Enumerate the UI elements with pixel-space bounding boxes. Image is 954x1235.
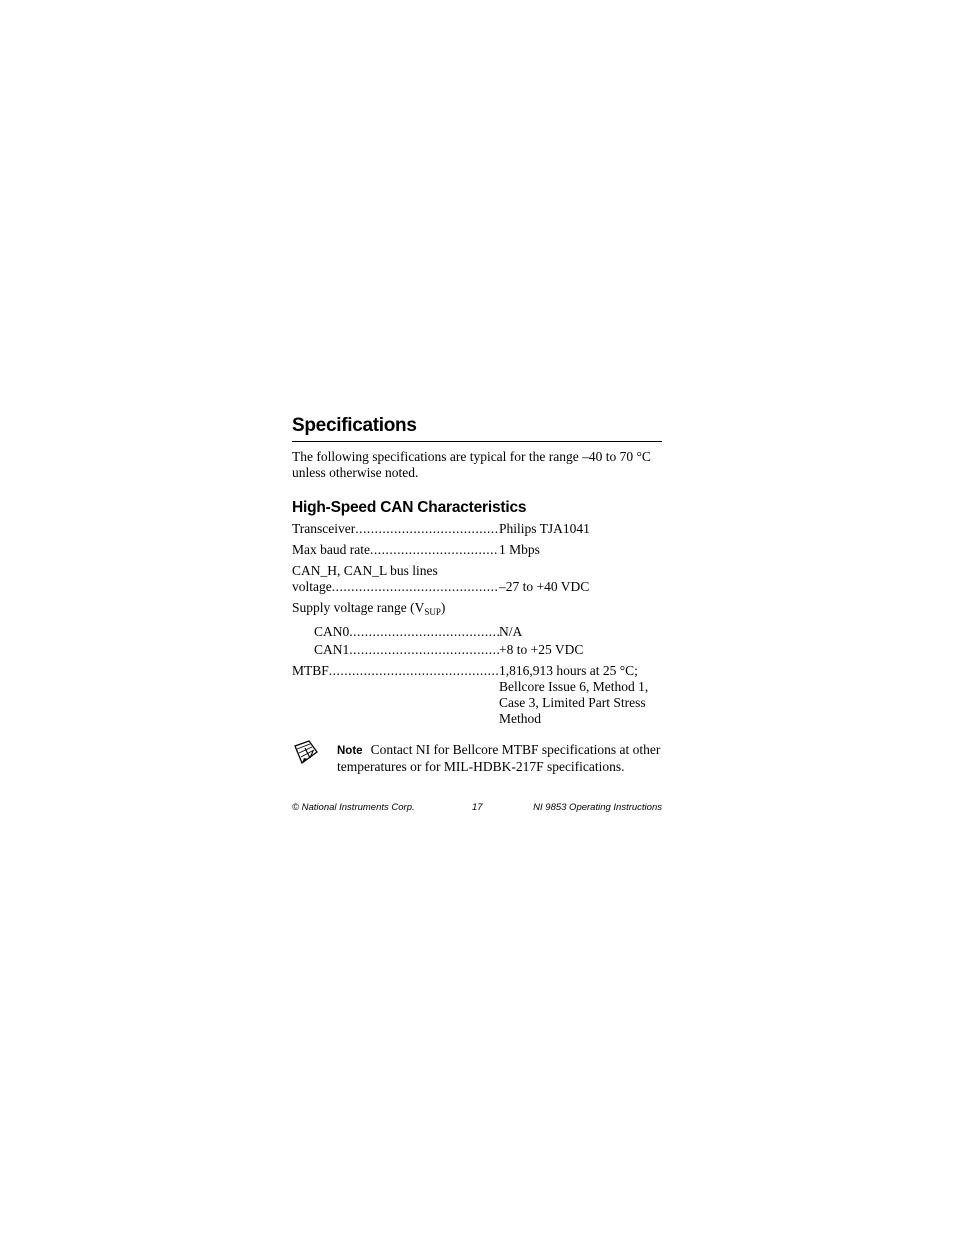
leader-dots	[332, 579, 499, 595]
spec-value: 1 Mbps	[499, 542, 540, 557]
spec-value: N/A	[499, 624, 523, 639]
note-icon	[292, 738, 320, 766]
spec-value: +8 to +25 VDC	[499, 642, 584, 657]
document-page	[292, 413, 662, 775]
spec-row-transceiver	[292, 521, 662, 537]
leader-dots	[370, 542, 499, 558]
spec-table	[292, 521, 662, 727]
spec-value: Philips TJA1041	[499, 521, 590, 536]
spec-label: CAN1	[314, 642, 350, 657]
spec-label: MTBF	[292, 663, 329, 678]
spec-row-bus-lines	[292, 579, 662, 595]
section-title: High-Speed CAN Characteristics	[292, 499, 527, 516]
spec-value: 1,816,913 hours at 25 °C; Bellcore Issue 6, Method 1, Case 3, Limited Part Stress Method	[499, 663, 649, 726]
spec-label: Max baud rate	[292, 542, 370, 557]
leader-dots	[349, 624, 499, 640]
spec-row-max-baud	[292, 542, 662, 558]
note-text: Contact NI for Bellcore MTBF specifications at other temperatures or for MIL-HDBK-217F specifications.	[337, 742, 661, 774]
spec-label: voltage	[292, 579, 332, 594]
spec-label: Transceiver	[292, 521, 356, 536]
spec-row-mtbf	[292, 663, 662, 727]
note-block	[292, 742, 662, 775]
leader-dots	[349, 642, 499, 658]
spec-row-can0	[292, 624, 662, 640]
note-keyword: Note	[337, 745, 363, 757]
footer-page-number: 17	[472, 802, 483, 813]
intro-paragraph: The following specifications are typical for the range –40 to 70 °C unless otherwise noted.	[292, 449, 651, 480]
footer-doc-title: NI 9853 Operating Instructions	[533, 802, 662, 813]
page-title: Specifications	[292, 413, 662, 442]
spec-label: CAN0	[314, 624, 350, 639]
spec-row-supply-heading	[292, 600, 662, 620]
spec-label: Supply voltage range $(V_{SUP})$	[292, 600, 446, 617]
spec-label: CAN_H, CAN_L bus lines	[292, 563, 438, 578]
leader-dots	[355, 521, 499, 537]
leader-dots	[329, 663, 499, 679]
spec-row-can1	[292, 642, 662, 658]
spec-value: –27 to +40 VDC	[499, 579, 590, 594]
footer-copyright: © National Instruments Corp.	[292, 802, 415, 813]
spec-row-bus-lines-heading	[292, 563, 662, 579]
